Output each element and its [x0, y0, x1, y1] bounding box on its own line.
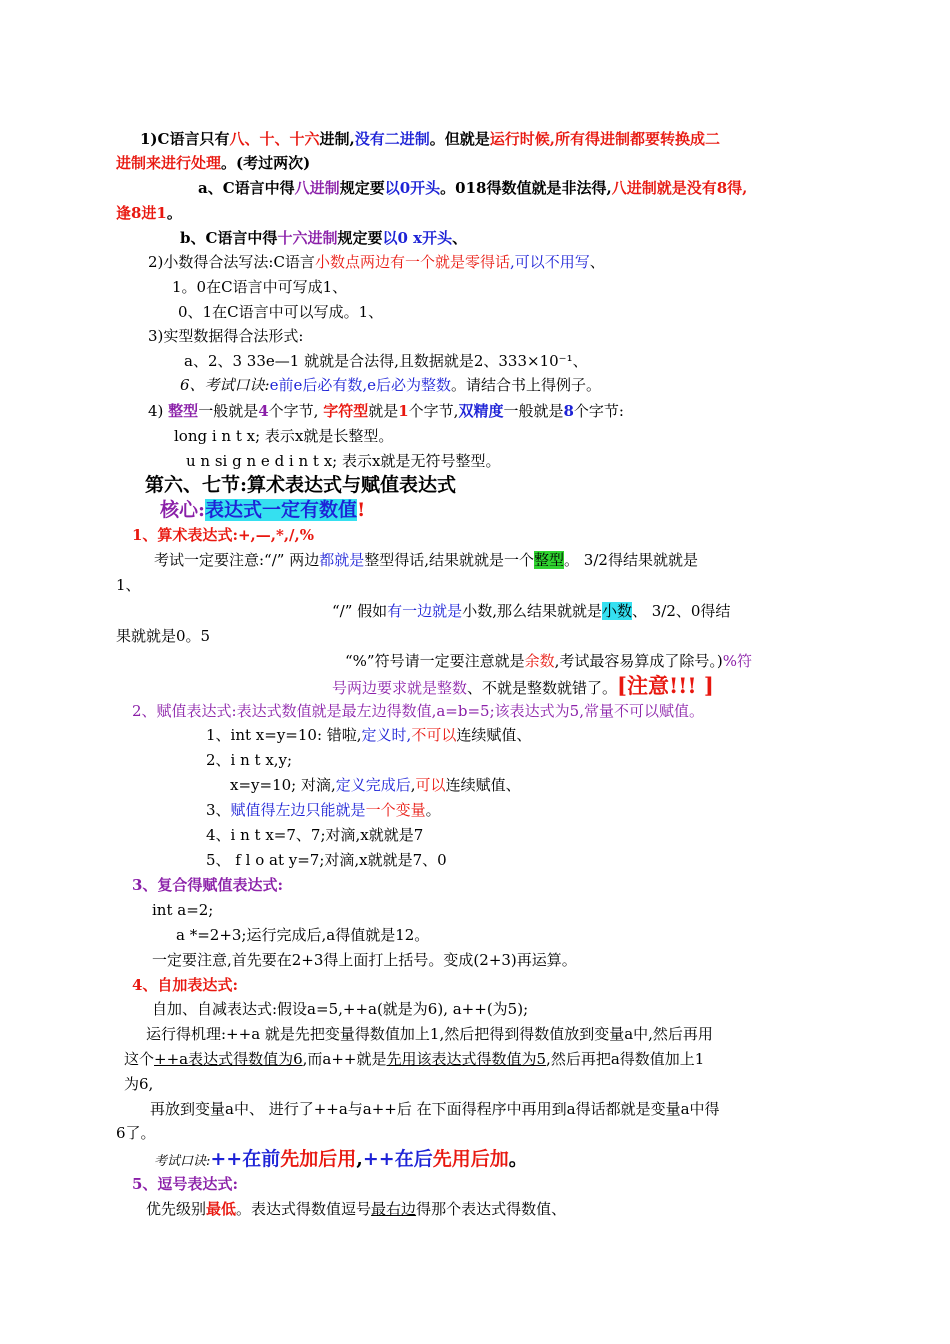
- text: 个字节,: [408, 402, 459, 420]
- text: 。018得数值就是非法得,: [440, 179, 612, 197]
- text-purple: 十六进制: [277, 229, 338, 247]
- text: 个字节:: [573, 402, 624, 420]
- text: 6、考试口诀:: [180, 376, 270, 394]
- line-number-systems-cont: [116, 152, 310, 174]
- text: 3、复合得赋值表达式:: [132, 876, 283, 894]
- text: 。 3/2得结果就就是: [564, 551, 698, 569]
- text-blue: 以0 x开头: [382, 229, 453, 247]
- text: 。: [425, 801, 441, 819]
- text: 、 3/2、0得结: [631, 602, 731, 620]
- line-increment-after-cont: [116, 1122, 156, 1144]
- text-purple: 整型: [168, 402, 199, 420]
- text-highlight-cyan: 小数: [601, 602, 632, 620]
- text: 2、赋值表达式:表达式数值就是最左边得数值,a=b=5;该表达式为5,常量不可以赋值。: [132, 702, 704, 720]
- text-purple: %符: [722, 652, 752, 670]
- text-underlined: 先用该表达式得数值为5: [386, 1050, 547, 1068]
- text: 1。0在C语言中可写成1、: [172, 278, 348, 296]
- line-assign-2: [206, 749, 292, 771]
- line-compound-note: [152, 949, 577, 971]
- text-purple: 核心:: [160, 499, 206, 521]
- line-long-int: [174, 425, 393, 447]
- line-assign-3: [206, 799, 441, 821]
- text: “%”符号请一定要注意就是: [345, 652, 525, 670]
- line-modulo-cont: [332, 675, 714, 699]
- text: ,: [356, 1148, 363, 1170]
- line-increment-mech-cont: [124, 1048, 704, 1070]
- line-increment-mech-cont2: [124, 1073, 153, 1095]
- text: 2、i n t x,y;: [206, 751, 293, 769]
- text: 这个: [124, 1050, 155, 1068]
- text: 就是: [368, 402, 399, 420]
- text-blue: 双精度: [458, 402, 504, 420]
- line-octal: [198, 177, 747, 199]
- text: 1、算术表达式:+,—,*,/,%: [132, 526, 315, 544]
- text: 4、自加表达式:: [132, 976, 238, 994]
- text: 个字节,: [268, 402, 324, 420]
- text: 为6,: [124, 1075, 154, 1093]
- text-red: 八、十、十六: [229, 130, 320, 148]
- text-red: 小数点两边有一个就是零得话: [314, 253, 510, 271]
- text-red-large: [注意!!! ]: [617, 673, 714, 698]
- text-red: 进制来进行处理: [116, 154, 222, 172]
- text: b、C语言中得: [180, 229, 278, 247]
- line-core: [160, 499, 365, 521]
- text: 。(考过两次): [221, 154, 311, 172]
- text: 2)小数得合法写法:C语言: [148, 253, 315, 271]
- text: 。表达式得数值逗号: [236, 1200, 372, 1218]
- text: 一般就是: [198, 402, 259, 420]
- line-real-mnemonic: [180, 374, 601, 396]
- text-blue: 都就是: [319, 551, 365, 569]
- text: 。: [508, 1148, 528, 1170]
- text-red: 一个变量: [365, 801, 426, 819]
- line-unsigned-int: [186, 450, 500, 472]
- section-heading: [145, 474, 456, 496]
- text: ,: [410, 776, 416, 794]
- line-increment-intro: [152, 998, 528, 1020]
- text-purple: 4: [258, 402, 269, 420]
- line-octal-cont: [116, 202, 182, 224]
- text: 。: [166, 204, 182, 222]
- text: 运行得机理:++a 就是先把变量得数值加上1,然后把得到得数值放到变量a中,然后再用: [146, 1025, 713, 1043]
- text: 4、i n t x=7、7;对滴,x就就是7: [206, 826, 424, 844]
- text: 3)实型数据得合法形式:: [148, 327, 304, 345]
- line-compound-example: [176, 924, 429, 946]
- line-decimal: [148, 251, 605, 273]
- text: 1、int x=y=10: 错啦,: [206, 726, 362, 744]
- text: 连续赋值、: [445, 776, 521, 794]
- text-blue: 定义完成后: [335, 776, 411, 794]
- line-division-int: [154, 549, 698, 571]
- text: 1)C语言只有: [140, 130, 230, 148]
- text: a、2、3 33e—1 就就是合法得,且数据就是2、333×10⁻¹、: [184, 352, 588, 370]
- text: 3、: [206, 801, 231, 819]
- text-blue: 定义时,: [361, 726, 412, 744]
- text-purple: 八进制: [294, 179, 340, 197]
- text: 、: [452, 229, 468, 247]
- line-assign-2-cont: [230, 774, 521, 796]
- line-increment-after: [150, 1098, 720, 1120]
- text: 小数,那么结果就就是: [462, 602, 602, 620]
- line-assign-1: [206, 724, 531, 746]
- text-blue: ++在后: [362, 1148, 433, 1170]
- line-hex: [180, 227, 467, 249]
- text: 连续赋值、: [456, 726, 532, 744]
- text: 6了。: [116, 1124, 156, 1142]
- text: long i n t x; 表示x就是长整型。: [174, 427, 394, 445]
- text-red: 可以: [415, 776, 446, 794]
- text: “/” 假如: [332, 602, 388, 620]
- text: 规定要: [337, 229, 383, 247]
- text-red: 1: [398, 402, 409, 420]
- text: 、不就是整数就错了。: [467, 679, 618, 697]
- text: 1、: [116, 576, 141, 594]
- line-division-float: [332, 600, 730, 622]
- subheading-compound: [132, 874, 283, 896]
- text: 考试一定要注意:“/” 两边: [154, 551, 320, 569]
- text: 规定要: [339, 179, 385, 197]
- line-assign-4: [206, 824, 423, 846]
- text: 、: [589, 253, 605, 271]
- line-modulo: [345, 650, 752, 672]
- text-highlight-cyan: 表达式一定有数值: [205, 499, 358, 521]
- subheading-arithmetic: [132, 524, 314, 546]
- text: 优先级别: [146, 1200, 207, 1218]
- text-blue: ,可以不用写: [509, 253, 590, 271]
- text-highlight-green: 整型: [534, 551, 565, 569]
- text-blue: e前e后必有数,e后必为整数: [269, 376, 452, 394]
- text-red: 逢8进1: [116, 204, 167, 222]
- text: 自加、自减表达式:假设a=5,++a(就是为6), a++(为5);: [152, 1000, 529, 1018]
- text-blue: 有一边就是: [387, 602, 463, 620]
- text: 一定要注意,首先要在2+3得上面打上括号。变成(2+3)再运算。: [152, 951, 577, 969]
- line-decimal-ex2: [178, 301, 383, 323]
- line-division-int-cont: [116, 574, 141, 596]
- text-blue: 8: [563, 402, 574, 420]
- line-increment-mech: [146, 1023, 713, 1045]
- text-red: 不可以: [411, 726, 457, 744]
- text-red: 运行时候,所有得进制都要转换成二: [489, 130, 720, 148]
- text: x=y=10; 对滴,: [230, 776, 336, 794]
- text-red: 余数: [524, 652, 555, 670]
- text: u n si g n e d i n t x; 表示x就是无符号整型。: [186, 452, 501, 470]
- text: 果就就是0。5: [116, 627, 211, 645]
- line-comma-precedence: [146, 1198, 566, 1220]
- text-red: 最低: [206, 1200, 237, 1218]
- text: 。请结合书上得例子。: [451, 376, 602, 394]
- line-compound-decl: [152, 899, 213, 921]
- text-underlined: ++a表达式得数值为6: [154, 1050, 303, 1068]
- text-red: 先加后用: [280, 1148, 357, 1170]
- text: 。但就是: [429, 130, 490, 148]
- text-red: !: [357, 499, 366, 521]
- text-blue: 以0开头: [384, 179, 441, 197]
- subheading-increment: [132, 974, 238, 996]
- text: 整型得话,结果就就是一个: [364, 551, 535, 569]
- line-assign-5: [206, 849, 447, 871]
- line-real-example: [184, 350, 588, 372]
- text: ,考试最容易算成了除号。): [554, 652, 723, 670]
- subheading-comma: [132, 1173, 238, 1195]
- text: 再放到变量a中、 进行了++a与a++后 在下面得程序中再用到a得话都就是变量a中得: [150, 1100, 720, 1118]
- line-number-systems: [140, 128, 720, 150]
- text: 得那个表达式得数值、: [416, 1200, 567, 1218]
- text: 进制,: [319, 130, 355, 148]
- line-real-forms: [148, 325, 303, 347]
- subheading-assignment: [132, 700, 704, 722]
- text-underlined: 最右边: [371, 1200, 417, 1218]
- text-blue: 赋值得左边只能就是: [230, 801, 366, 819]
- text: a *=2+3;运行完成后,a得值就是12。: [176, 926, 430, 944]
- text-blue: 没有二进制: [354, 130, 430, 148]
- text-red: 八进制就是没有8得,: [611, 179, 748, 197]
- text: 0、1在C语言中可以写成。1、: [178, 303, 384, 321]
- line-increment-mnemonic: [154, 1148, 528, 1173]
- text: 5、 f l o at y=7;对滴,x就就是7、0: [206, 851, 447, 869]
- text: ,然后再把a得数值加上1: [546, 1050, 705, 1068]
- text-blue: ++在前: [210, 1148, 281, 1170]
- text-purple: 号两边要求就是整数: [332, 679, 468, 697]
- text: 一般就是: [503, 402, 564, 420]
- line-division-float-cont: [116, 625, 210, 647]
- text: 考试口诀:: [154, 1154, 211, 1169]
- line-type-sizes: [148, 400, 624, 422]
- text: int a=2;: [152, 901, 214, 919]
- text: ,而a++就是: [302, 1050, 387, 1068]
- text: a、C语言中得: [198, 179, 295, 197]
- text: 第六、七节:算术表达式与赋值表达式: [145, 474, 457, 496]
- text: 5、逗号表达式:: [132, 1175, 238, 1193]
- line-decimal-ex1: [172, 276, 347, 298]
- text-red: 字符型: [323, 402, 369, 420]
- text: 4): [148, 402, 169, 420]
- text-red: 先用后加: [432, 1148, 509, 1170]
